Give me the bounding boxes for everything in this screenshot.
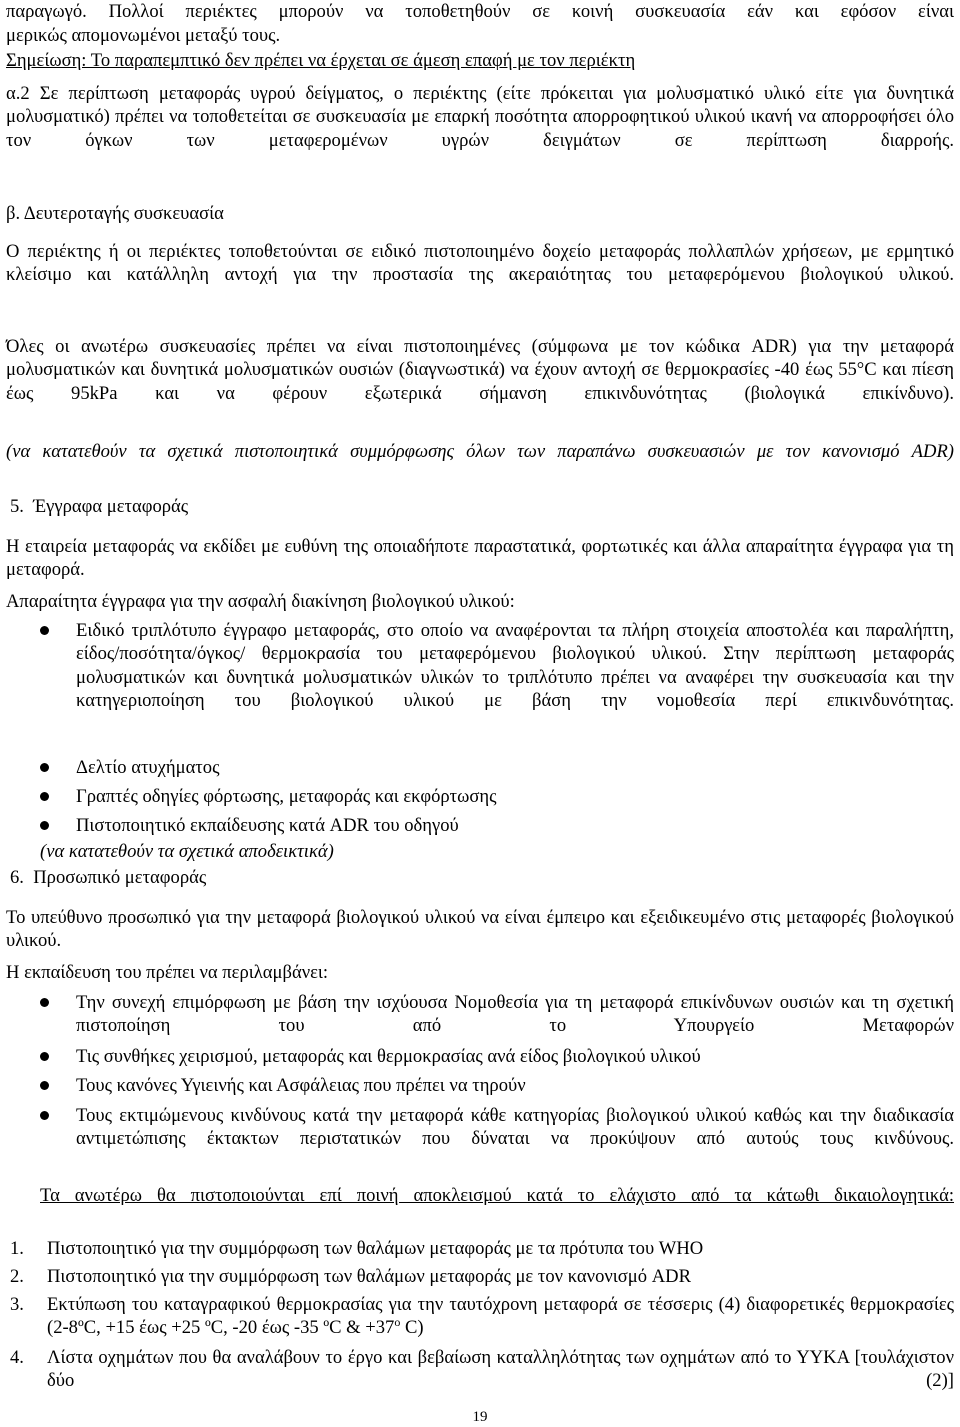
numbered-item-3-tail: C) [400,1317,424,1339]
documents-intro: Απαραίτητα έγγραφα για την ασφαλή διακίνηση βιολογικού υλικού: [6,591,515,612]
page-number: 19 [472,1409,488,1425]
paragraph-staff: Το υπεύθυνο προσωπικό για την μεταφορά βιολογικού υλικού να είναι έμπειρο και εξειδικευμένο στις μεταφορές βιολογικού υλικού. [6,907,954,952]
paragraph-secondary-packaging: Ο περιέκτης ή οι περιέκτες τοποθετούνται σε ειδικό πιστοποιημένο δοχείο μεταφοράς πολλαπλών χρήσεων, με ερμητικό κλείσιμο και κατάλληλη αντοχή για την προστασία της ακεραιότητας του μεταφερόμενου βιολογικού υλικού. [6,241,954,286]
bullet-icon [40,1111,49,1120]
bullet-icon [40,792,49,801]
numbered-item-4: Λίστα οχημάτων που θα αναλάβουν το έργο και βεβαίωση καταλληλότητας των οχημάτων από το ΥΥΚΑ [τουλάχιστον δύο (2)] [47,1347,954,1392]
note-adr-certificates: (να κατατεθούν τα σχετικά πιστοποιητικά συμμόρφωσης όλων των παραπάνω συσκευασιών με τον κανονισμό ADR) [6,441,954,462]
bullet-icon [40,626,49,635]
list-item-training-3: Τους κανόνες Υγιεινής και Ασφάλειας που πρέπει να τηρούν [76,1075,526,1096]
heading-num: 5. [10,496,24,517]
top-line-1: παραγωγό. Πολλοί περιέκτες μπορούν να τοποθετηθούν σε κοινή συσκευασία εάν και εφόσον είναι [6,1,954,22]
note-documents: (να κατατεθούν τα σχετικά αποδεικτικά) [40,841,334,862]
bullet-icon [40,821,49,830]
degree-sup: o [394,1315,401,1330]
heading-num: 6. [10,867,24,888]
certification-requirements: Τα ανωτέρω θα πιστοποιούνται επί ποινή αποκλεισμού κατά το ελάχιστο από τα κάτωθι δικαιολογητικά: [40,1185,954,1206]
bullet-icon [40,1052,49,1061]
numbered-item-2: Πιστοποιητικό για την συμμόρφωση των θαλάμων μεταφοράς με τον κανονισμό ADR [47,1266,691,1287]
bullet-icon [40,998,49,1007]
top-line-2: μερικώς απομονωμένοι μεταξύ τους. [6,25,281,46]
numbered-item-1: Πιστοποιητικό για την συμμόρφωση των θαλάμων μεταφοράς με τα πρότυπα του WHO [47,1238,704,1259]
heading-transport-staff [10,866,954,889]
list-number: 4. [10,1347,24,1368]
list-item-doc-3: Γραπτές οδηγίες φόρτωσης, μεταφοράς και εκφόρτωσης [76,786,497,807]
heading-secondary-packaging: β. Δευτεροταγής συσκευασία [6,203,224,224]
note-packaging: Σημείωση: Το παραπεμπτικό δεν πρέπει να έρχεται σε άμεση επαφή με τον περιέκτη [6,50,636,71]
list-item-training-2: Τις συνθήκες χειρισμού, μεταφοράς και θερμοκρασίας ανά είδος βιολογικού υλικού [76,1046,701,1067]
heading-text: Προσωπικό μεταφοράς [33,867,207,888]
a2-text: Σε περίπτωση μεταφοράς υγρού δείγματος, ο περιέκτης (είτε πρόκειται για μολυσματικό υλικό είτε για δυνητικά μολυσματικό) πρέπει να τοποθετείται σε συσκευασία με επαρκή ποσότητα απορροφητικού υλικού ικανή να απορροφήσει όλο τον όγκων των μεταφερομένων υγρών δειγμάτων σε περίπτωση διαρροής. [6,83,954,151]
list-number: 1. [10,1238,24,1259]
list-item-training-4: Τους εκτιμώμενους κινδύνους κατά την μεταφορά κάθε κατηγορίας βιολογικού υλικού καθώς και την διαδικασία αντιμετώπισης έκτακτων περιστατικών που δύναται να προκύψουν από αυτούς τους κινδύνους. [76,1105,954,1150]
list-item-doc-4: Πιστοποιητικό εκπαίδευσης κατά ADR του οδηγού [76,815,459,836]
list-item-training-1: Την συνεχή επιμόρφωση με βάση την ισχύουσα Νομοθεσία για τη μεταφορά επικίνδυνων ουσιών και τη σχετική πιστοποίηση του από το Υπουργείο Μεταφορών [76,992,954,1037]
bullet-icon [40,1081,49,1090]
training-intro: Η εκπαίδευση του πρέπει να περιλαμβάνει: [6,962,329,983]
bullet-icon [40,763,49,772]
list-number: 2. [10,1266,24,1287]
list-number: 3. [10,1294,24,1315]
paragraph-adr: Όλες οι ανωτέρω συσκευασίες πρέπει να είναι πιστοποιημένες (σύμφωνα με τον κώδικα ADR) για την μεταφορά μολυσματικών και δυνητικά μολυσματικών ουσιών (διαγνωστικά) να έχουν αντοχή σε θερμοκρασίες -40 έως 55°C και πίεση έως 95kPa και να φέρουν εξωτερικά σήμανση επικινδυνότητας (βιολογικά επικίνδυνο). [6,336,954,404]
a2-prefix: α.2 [6,83,30,104]
list-item-doc-2: Δελτίο ατυχήματος [76,757,220,778]
heading-text: Έγγραφα μεταφοράς [33,496,189,517]
paragraph-transport-company: Η εταιρεία μεταφοράς να εκδίδει με ευθύνη της οποιαδήποτε παραστατικά, φορτωτικές και άλλα απαραίτητα έγγραφα για τη μεταφορά. [6,536,954,581]
numbered-item-3-text: Εκτύπωση του καταγραφικού θερμοκρασίας για την ταυτόχρονη μεταφορά σε τέσσερις (4) διαφορετικές θερμοκρασίες (2-8ºC, +15 έως +25 ºC, -20 έως -35 ºC & +37 [47,1294,954,1339]
list-item-doc-1: Ειδικό τριπλότυπο έγγραφο μεταφοράς, στο οποίο να αναφέρονται τα πλήρη στοιχεία αποστολέα και παραλήπτη, είδος/ποσότητα/όγκος/ θερμοκρασία του μεταφερόμενου βιολογικού υλικού. Στην περίπτωση μεταφοράς μολυσματικών και δυνητικά μολυσματικών υλικών το τριπλότυπο πρέπει να αναφέρει την συσκευασία και την κατηγεριοποίηση του βιολογικού υλικού με βάση την νομοθεσία περί επικινδυνότητας. [76,620,954,712]
heading-transport-documents [10,495,954,518]
numbered-item-3 [47,1293,954,1340]
paragraph-a2 [6,82,954,152]
